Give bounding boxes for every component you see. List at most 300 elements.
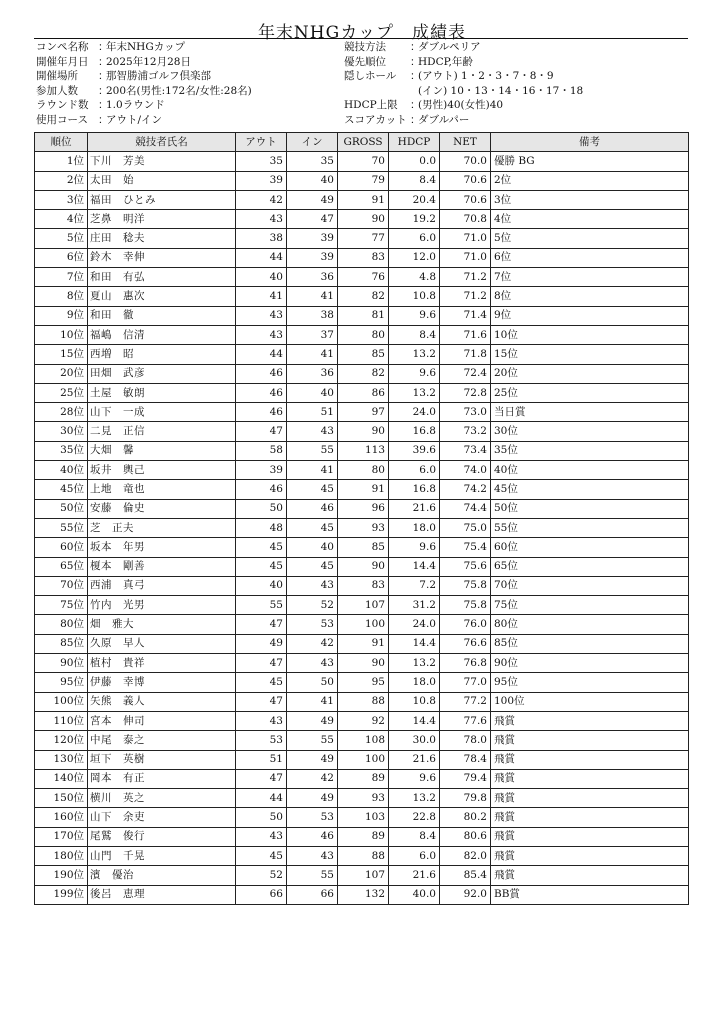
net-cell: 78.0 <box>440 731 491 750</box>
out-cell: 50 <box>236 499 287 518</box>
out-cell: 39 <box>236 171 287 190</box>
gross-cell: 83 <box>338 576 389 595</box>
colon-separator: ： <box>98 55 109 68</box>
colon-separator: ： <box>410 99 421 112</box>
in-cell: 37 <box>287 325 338 344</box>
gross-cell: 93 <box>338 789 389 808</box>
out-cell: 53 <box>236 731 287 750</box>
table-row <box>35 441 689 460</box>
info-right-row <box>344 84 583 99</box>
in-cell: 41 <box>287 461 338 480</box>
out-cell: 43 <box>236 306 287 325</box>
net-cell: 71.4 <box>440 306 491 325</box>
net-cell: 79.4 <box>440 769 491 788</box>
rank-cell: 50位 <box>35 499 88 518</box>
out-cell: 45 <box>236 557 287 576</box>
net-cell: 75.0 <box>440 518 491 537</box>
info-right-row <box>344 113 583 128</box>
in-cell: 49 <box>287 750 338 769</box>
rank-cell: 9位 <box>35 306 88 325</box>
net-cell: 92.0 <box>440 885 491 904</box>
remarks-cell: 2位 <box>491 171 689 190</box>
hdcp-cell: 12.0 <box>389 248 440 267</box>
in-cell: 55 <box>287 441 338 460</box>
rank-cell: 15位 <box>35 345 88 364</box>
info-left-row <box>36 69 252 84</box>
net-cell: 76.6 <box>440 634 491 653</box>
info-right-row <box>344 69 583 84</box>
results-table <box>34 132 689 905</box>
gross-cell: 100 <box>338 615 389 634</box>
in-cell: 51 <box>287 403 338 422</box>
hdcp-cell: 6.0 <box>389 461 440 480</box>
out-cell: 39 <box>236 461 287 480</box>
info-right-row <box>344 98 583 113</box>
hdcp-header: HDCP <box>389 133 440 152</box>
net-cell: 77.6 <box>440 711 491 730</box>
rank-header: 順位 <box>35 133 88 152</box>
out-cell: 48 <box>236 518 287 537</box>
remarks-cell: 飛賞 <box>491 769 689 788</box>
in-cell: 49 <box>287 190 338 209</box>
net-cell: 70.6 <box>440 190 491 209</box>
player-name-cell: 太田 始 <box>88 171 236 190</box>
out-cell: 40 <box>236 576 287 595</box>
info-right-value: (アウト) 1・2・3・7・8・9 <box>418 70 554 83</box>
gross-cell: 107 <box>338 866 389 885</box>
rank-cell: 6位 <box>35 248 88 267</box>
in-cell: 46 <box>287 499 338 518</box>
player-name-cell: 西増 昭 <box>88 345 236 364</box>
net-cell: 72.8 <box>440 383 491 402</box>
rank-cell: 170位 <box>35 827 88 846</box>
table-row <box>35 750 689 769</box>
table-row <box>35 576 689 595</box>
out-cell: 43 <box>236 711 287 730</box>
hdcp-cell: 13.2 <box>389 789 440 808</box>
remarks-cell: 70位 <box>491 576 689 595</box>
table-row <box>35 480 689 499</box>
remarks-cell: 飛賞 <box>491 808 689 827</box>
rank-cell: 55位 <box>35 518 88 537</box>
out-cell: 52 <box>236 866 287 885</box>
gross-cell: 95 <box>338 673 389 692</box>
out-cell: 41 <box>236 287 287 306</box>
remarks-cell: 30位 <box>491 422 689 441</box>
gross-cell: 108 <box>338 731 389 750</box>
net-cell: 77.0 <box>440 673 491 692</box>
rank-cell: 20位 <box>35 364 88 383</box>
player-name-cell: 和田 徹 <box>88 306 236 325</box>
info-left-row <box>36 113 252 128</box>
out-cell: 47 <box>236 692 287 711</box>
rank-cell: 5位 <box>35 229 88 248</box>
net-cell: 78.4 <box>440 750 491 769</box>
info-left-label: ラウンド数 <box>36 99 89 112</box>
rank-cell: 30位 <box>35 422 88 441</box>
in-cell: 38 <box>287 306 338 325</box>
out-cell: 45 <box>236 538 287 557</box>
net-cell: 71.2 <box>440 287 491 306</box>
in-cell: 43 <box>287 576 338 595</box>
hdcp-cell: 21.6 <box>389 750 440 769</box>
in-cell: 55 <box>287 866 338 885</box>
info-left-value: 1.0ラウンド <box>106 99 165 112</box>
in-cell: 42 <box>287 634 338 653</box>
rank-cell: 199位 <box>35 885 88 904</box>
remarks-cell: 3位 <box>491 190 689 209</box>
gross-cell: 88 <box>338 846 389 865</box>
player-name-cell: 鈴木 幸伸 <box>88 248 236 267</box>
player-name-cell: 坂井 輿己 <box>88 461 236 480</box>
table-row <box>35 345 689 364</box>
gross-cell: 82 <box>338 364 389 383</box>
player-name-cell: 伊藤 幸博 <box>88 673 236 692</box>
player-name-cell: 山下 余吏 <box>88 808 236 827</box>
out-cell: 43 <box>236 325 287 344</box>
in-cell: 39 <box>287 248 338 267</box>
hdcp-cell: 31.2 <box>389 596 440 615</box>
net-cell: 70.6 <box>440 171 491 190</box>
remarks-cell: 飛賞 <box>491 789 689 808</box>
table-row <box>35 634 689 653</box>
rank-cell: 85位 <box>35 634 88 653</box>
table-row <box>35 538 689 557</box>
net-cell: 70.8 <box>440 210 491 229</box>
info-left-value: 年末NHGカップ <box>106 41 186 53</box>
hdcp-cell: 24.0 <box>389 403 440 422</box>
remarks-cell: 35位 <box>491 441 689 460</box>
info-left-row <box>36 40 252 55</box>
hdcp-cell: 0.0 <box>389 152 440 171</box>
table-body <box>35 152 689 905</box>
info-right-label: HDCP上限 <box>344 99 398 112</box>
out-cell: 46 <box>236 480 287 499</box>
remarks-cell: 7位 <box>491 268 689 287</box>
remarks-cell: BB賞 <box>491 885 689 904</box>
colon-separator: ： <box>98 41 109 53</box>
hdcp-cell: 8.4 <box>389 171 440 190</box>
hdcp-cell: 10.8 <box>389 287 440 306</box>
in-cell: 45 <box>287 480 338 499</box>
out-cell: 35 <box>236 152 287 171</box>
player-name-cell: 横川 英之 <box>88 789 236 808</box>
info-right-label: スコアカット <box>344 113 407 126</box>
remarks-cell: 4位 <box>491 210 689 229</box>
out-cell: 47 <box>236 422 287 441</box>
out-cell: 50 <box>236 808 287 827</box>
net-cell: 75.8 <box>440 596 491 615</box>
colon-separator: ： <box>410 55 421 68</box>
player-name-cell: 土屋 敏朗 <box>88 383 236 402</box>
player-name-cell: 田畑 武彦 <box>88 364 236 383</box>
in-cell: 50 <box>287 673 338 692</box>
rank-cell: 40位 <box>35 461 88 480</box>
gross-cell: 92 <box>338 711 389 730</box>
out-cell: 49 <box>236 634 287 653</box>
remarks-cell: 飛賞 <box>491 711 689 730</box>
rank-cell: 8位 <box>35 287 88 306</box>
table-row <box>35 596 689 615</box>
net-cell: 75.4 <box>440 538 491 557</box>
hdcp-cell: 39.6 <box>389 441 440 460</box>
hdcp-cell: 9.6 <box>389 538 440 557</box>
gross-cell: 89 <box>338 827 389 846</box>
gross-cell: 86 <box>338 383 389 402</box>
rank-cell: 70位 <box>35 576 88 595</box>
in-cell: 43 <box>287 422 338 441</box>
out-cell: 46 <box>236 364 287 383</box>
remarks-cell: 60位 <box>491 538 689 557</box>
net-cell: 73.2 <box>440 422 491 441</box>
out-cell: 40 <box>236 268 287 287</box>
player-name-cell: 岡本 有正 <box>88 769 236 788</box>
remarks-cell: 40位 <box>491 461 689 480</box>
table-row <box>35 654 689 673</box>
out-cell: 38 <box>236 229 287 248</box>
remarks-header: 備考 <box>491 133 689 152</box>
remarks-cell: 75位 <box>491 596 689 615</box>
colon-separator <box>410 84 418 99</box>
competition-info-right <box>344 40 583 128</box>
gross-header: GROSS <box>338 133 389 152</box>
player-name-cell: 山下 一成 <box>88 403 236 422</box>
hdcp-cell: 13.2 <box>389 654 440 673</box>
net-cell: 77.2 <box>440 692 491 711</box>
gross-cell: 90 <box>338 422 389 441</box>
in-cell: 66 <box>287 885 338 904</box>
info-right-value: ダブルペリア <box>418 41 481 53</box>
player-name-cell: 竹内 光男 <box>88 596 236 615</box>
player-name-cell: 芝鼻 明洋 <box>88 210 236 229</box>
out-cell: 43 <box>236 827 287 846</box>
net-cell: 75.8 <box>440 576 491 595</box>
info-right-value: (男性)40(女性)40 <box>418 99 504 112</box>
remarks-cell: 飛賞 <box>491 866 689 885</box>
hdcp-cell: 21.6 <box>389 499 440 518</box>
remarks-cell: 85位 <box>491 634 689 653</box>
gross-cell: 107 <box>338 596 389 615</box>
hdcp-cell: 24.0 <box>389 615 440 634</box>
net-cell: 75.6 <box>440 557 491 576</box>
rank-cell: 1位 <box>35 152 88 171</box>
out-cell: 58 <box>236 441 287 460</box>
remarks-cell: 20位 <box>491 364 689 383</box>
player-name-cell: 上地 竜也 <box>88 480 236 499</box>
net-cell: 72.4 <box>440 364 491 383</box>
in-cell: 41 <box>287 345 338 364</box>
table-row <box>35 885 689 904</box>
page-title: 年末NHGカップ 成績表 <box>257 23 467 43</box>
in-cell: 40 <box>287 383 338 402</box>
colon-separator: ： <box>410 70 421 83</box>
in-cell: 42 <box>287 769 338 788</box>
player-name-cell: 植村 貴祥 <box>88 654 236 673</box>
info-right-row <box>344 55 583 70</box>
table-row <box>35 557 689 576</box>
hdcp-cell: 10.8 <box>389 692 440 711</box>
rank-cell: 3位 <box>35 190 88 209</box>
colon-separator: ： <box>410 113 421 126</box>
table-row <box>35 673 689 692</box>
hdcp-cell: 16.8 <box>389 422 440 441</box>
remarks-cell: 9位 <box>491 306 689 325</box>
table-row <box>35 325 689 344</box>
net-cell: 71.0 <box>440 229 491 248</box>
remarks-cell: 飛賞 <box>491 731 689 750</box>
net-header: NET <box>440 133 491 152</box>
out-cell: 44 <box>236 789 287 808</box>
player-name-cell: 下川 芳美 <box>88 152 236 171</box>
table-row <box>35 287 689 306</box>
info-right-label: 競技方法 <box>344 41 386 53</box>
in-cell: 49 <box>287 711 338 730</box>
player-name-cell: 後呂 恵理 <box>88 885 236 904</box>
info-left-row <box>36 55 252 70</box>
table-row <box>35 383 689 402</box>
gross-cell: 91 <box>338 190 389 209</box>
remarks-cell: 飛賞 <box>491 750 689 769</box>
hdcp-cell: 8.4 <box>389 827 440 846</box>
net-cell: 76.0 <box>440 615 491 634</box>
out-cell: 47 <box>236 654 287 673</box>
remarks-cell: 飛賞 <box>491 846 689 865</box>
out-cell: 45 <box>236 846 287 865</box>
net-cell: 71.6 <box>440 325 491 344</box>
remarks-cell: 6位 <box>491 248 689 267</box>
table-row <box>35 518 689 537</box>
in-cell: 40 <box>287 171 338 190</box>
player-name-cell: 福田 ひとみ <box>88 190 236 209</box>
rank-cell: 4位 <box>35 210 88 229</box>
info-left-label: 開催年月日 <box>36 55 89 68</box>
net-cell: 74.0 <box>440 461 491 480</box>
hdcp-cell: 13.2 <box>389 383 440 402</box>
remarks-cell: 90位 <box>491 654 689 673</box>
hdcp-cell: 9.6 <box>389 306 440 325</box>
table-row <box>35 866 689 885</box>
hdcp-cell: 22.8 <box>389 808 440 827</box>
table-row <box>35 615 689 634</box>
gross-cell: 82 <box>338 287 389 306</box>
remarks-cell: 45位 <box>491 480 689 499</box>
gross-cell: 97 <box>338 403 389 422</box>
table-row <box>35 731 689 750</box>
rank-cell: 190位 <box>35 866 88 885</box>
gross-cell: 85 <box>338 345 389 364</box>
rank-cell: 75位 <box>35 596 88 615</box>
in-cell: 36 <box>287 268 338 287</box>
hdcp-cell: 13.2 <box>389 345 440 364</box>
rank-cell: 160位 <box>35 808 88 827</box>
rank-cell: 2位 <box>35 171 88 190</box>
in-cell: 55 <box>287 731 338 750</box>
colon-separator: ： <box>98 113 109 126</box>
colon-separator: ： <box>410 41 421 53</box>
table-row <box>35 808 689 827</box>
remarks-cell: 100位 <box>491 692 689 711</box>
table-row <box>35 306 689 325</box>
remarks-cell: 95位 <box>491 673 689 692</box>
info-left-value: 那智勝浦ゴルフ倶楽部 <box>106 70 211 83</box>
net-cell: 85.4 <box>440 866 491 885</box>
remarks-cell: 80位 <box>491 615 689 634</box>
table-row <box>35 692 689 711</box>
gross-cell: 91 <box>338 480 389 499</box>
out-cell: 46 <box>236 383 287 402</box>
table-row <box>35 268 689 287</box>
gross-cell: 91 <box>338 634 389 653</box>
hdcp-cell: 20.4 <box>389 190 440 209</box>
remarks-cell: 8位 <box>491 287 689 306</box>
net-cell: 80.2 <box>440 808 491 827</box>
in-cell: 43 <box>287 846 338 865</box>
table-row <box>35 769 689 788</box>
table-header-row <box>35 133 689 152</box>
gross-cell: 90 <box>338 654 389 673</box>
gross-cell: 132 <box>338 885 389 904</box>
rank-cell: 25位 <box>35 383 88 402</box>
hdcp-cell: 21.6 <box>389 866 440 885</box>
net-cell: 82.0 <box>440 846 491 865</box>
hdcp-cell: 30.0 <box>389 731 440 750</box>
remarks-cell: 25位 <box>491 383 689 402</box>
rank-cell: 45位 <box>35 480 88 499</box>
table-row <box>35 846 689 865</box>
title-underline <box>34 38 688 39</box>
rank-cell: 180位 <box>35 846 88 865</box>
player-name-cell: 中尾 泰之 <box>88 731 236 750</box>
gross-cell: 103 <box>338 808 389 827</box>
rank-cell: 80位 <box>35 615 88 634</box>
info-right-value: ダブルパー <box>418 113 470 126</box>
gross-cell: 89 <box>338 769 389 788</box>
info-right-value: (イン) 10・13・14・16・17・18 <box>418 84 584 97</box>
hdcp-cell: 18.0 <box>389 518 440 537</box>
out-cell: 47 <box>236 769 287 788</box>
player-name-cell: 安藤 倫史 <box>88 499 236 518</box>
rank-cell: 100位 <box>35 692 88 711</box>
hdcp-cell: 9.6 <box>389 364 440 383</box>
hdcp-cell: 40.0 <box>389 885 440 904</box>
gross-cell: 79 <box>338 171 389 190</box>
gross-cell: 90 <box>338 557 389 576</box>
remarks-cell: 15位 <box>491 345 689 364</box>
rank-cell: 90位 <box>35 654 88 673</box>
hdcp-cell: 16.8 <box>389 480 440 499</box>
colon-separator: ： <box>98 70 109 83</box>
out-cell: 47 <box>236 615 287 634</box>
hdcp-cell: 8.4 <box>389 325 440 344</box>
rank-cell: 35位 <box>35 441 88 460</box>
info-right-label: 隠しホール <box>344 70 397 83</box>
player-name-cell: 庄田 稔夫 <box>88 229 236 248</box>
gross-cell: 90 <box>338 210 389 229</box>
player-name-cell: 坂本 年男 <box>88 538 236 557</box>
player-name-cell: 久原 早人 <box>88 634 236 653</box>
in-cell: 49 <box>287 789 338 808</box>
remarks-cell: 50位 <box>491 499 689 518</box>
net-cell: 74.2 <box>440 480 491 499</box>
table-row <box>35 461 689 480</box>
info-left-row <box>36 98 252 113</box>
net-cell: 71.8 <box>440 345 491 364</box>
out-cell: 55 <box>236 596 287 615</box>
out-cell: 44 <box>236 248 287 267</box>
hdcp-cell: 7.2 <box>389 576 440 595</box>
rank-cell: 60位 <box>35 538 88 557</box>
in-cell: 45 <box>287 557 338 576</box>
